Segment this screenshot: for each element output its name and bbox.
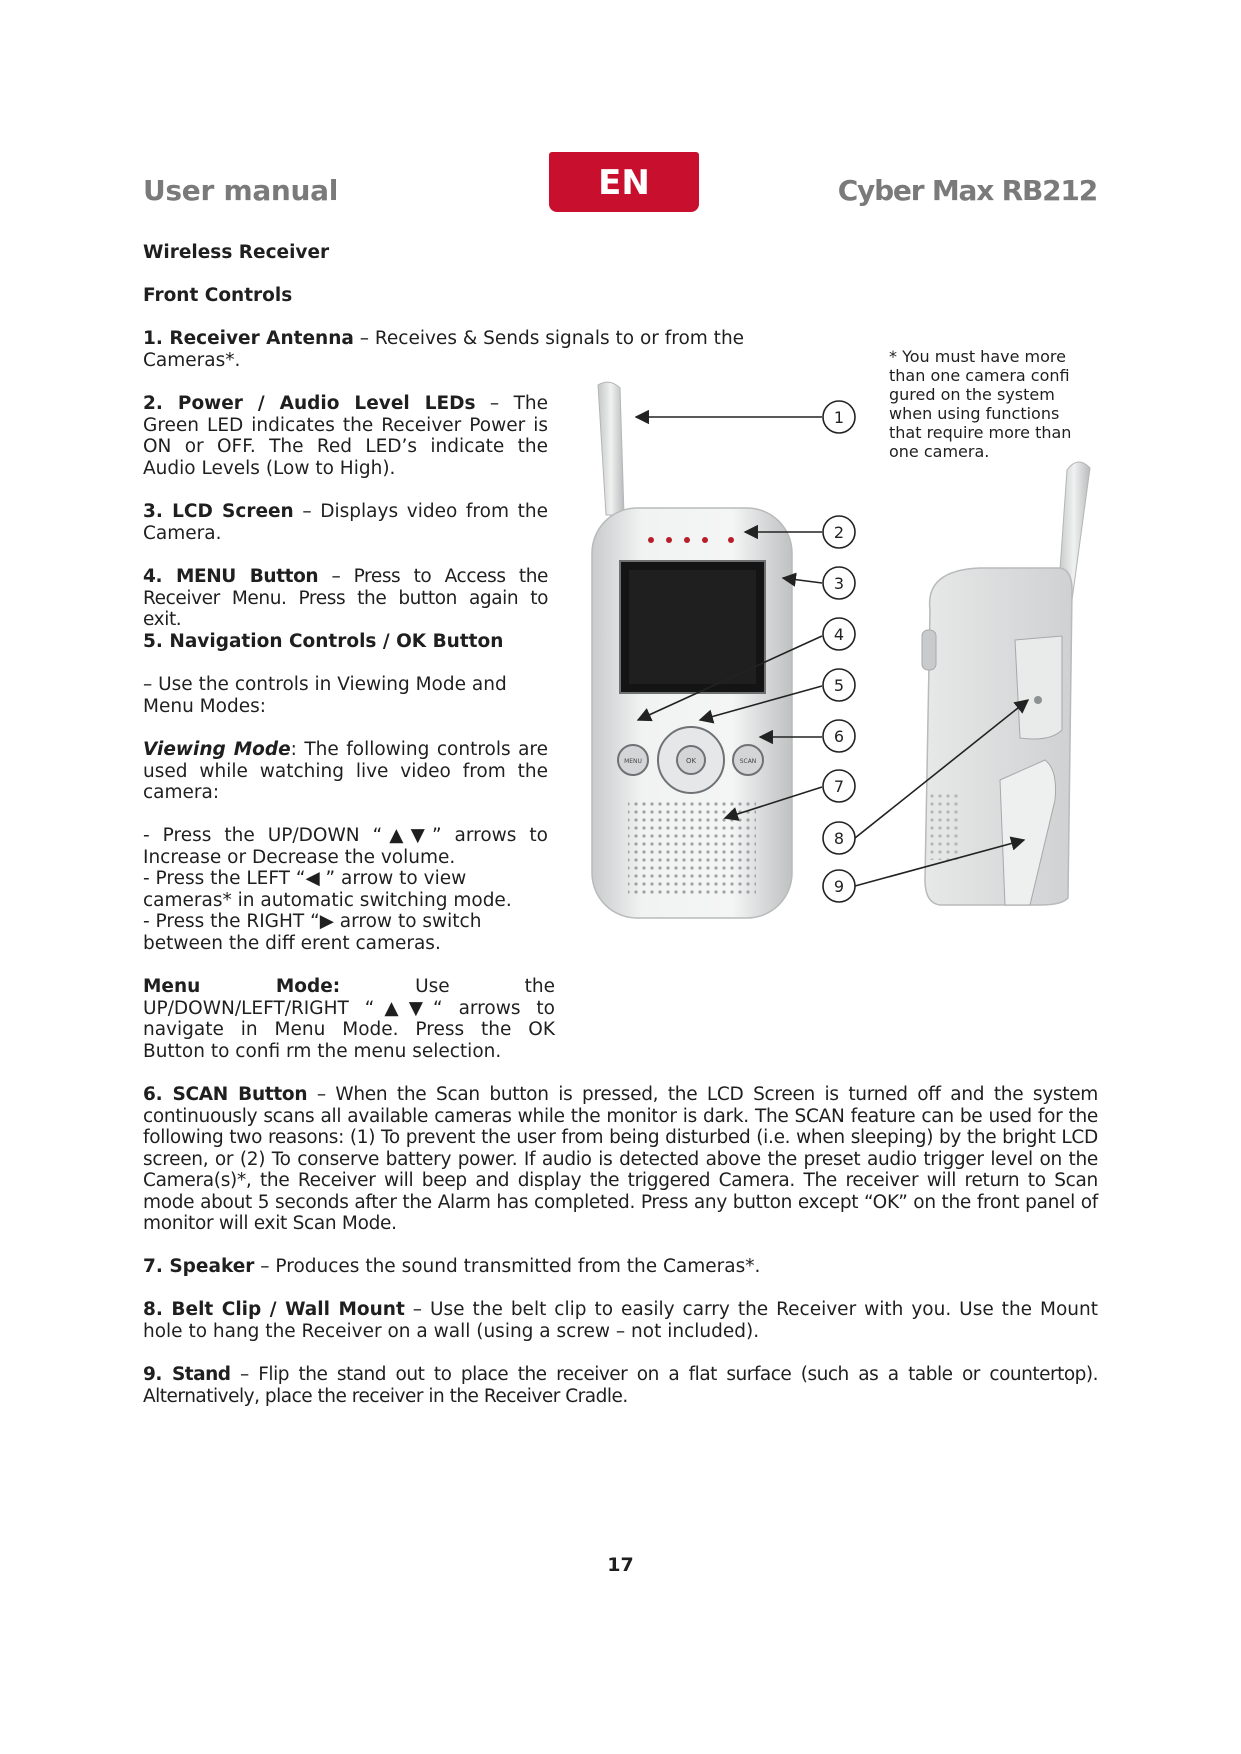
item-6-text: – When the Scan button is pressed, the LCD Screen is turned off and the system continuously scans all available cameras while the monitor is dark. The SCAN feature can be used for the following two reasons: (1) To prevent the user from being disturbed (i.e. when sleeping) by the bright LCD screen, or (2) To conserve battery power. If audio is detected above the preset audio trigger level on the Camera(s)*, the Receiver will beep and display the triggered Camera. The receiver will return to Scan mode about 5 seconds after the Alarm has completed. Press any button except “OK” on the front panel of monitor will exit Scan Mode. xyxy=(143,1084,1098,1234)
scan-button-label: SCAN xyxy=(739,758,757,765)
callout-markers xyxy=(823,401,855,902)
antenna-front xyxy=(598,382,624,515)
language-badge: EN xyxy=(549,152,699,212)
callout-8-label: 8 xyxy=(833,829,845,848)
viewing-mode-text: : The following controls are used while watching live video from the camera: xyxy=(143,739,549,803)
item-4-paragraph xyxy=(143,566,548,631)
callout-9-label: 9 xyxy=(833,877,845,896)
menu-mode-text: Use the UP/DOWN/LEFT/RIGHT “▲▼“ arrows to navigate in Menu Mode. Press the OK Button to confi rm the menu selection. xyxy=(143,976,556,1062)
menu-button-label: MENU xyxy=(624,758,642,765)
item-3-title: 3. LCD Screen xyxy=(143,501,294,522)
subsection-title: Front Controls xyxy=(143,285,293,306)
viewing-bullet-2: - Press the LEFT “◀ ” arrow to view cameras* in automatic switching mode. xyxy=(143,868,512,911)
item-5-title: 5. Navigation Controls / OK Button xyxy=(143,631,504,652)
receiver-side-view xyxy=(922,462,1090,905)
item-1-paragraph xyxy=(143,328,823,371)
item-6-paragraph xyxy=(143,1084,1098,1235)
header-left-title: User manual xyxy=(143,174,339,207)
viewing-mode-paragraph xyxy=(143,739,548,804)
item-1-text: – Receives & Sends signals to or from the Cameras*. xyxy=(143,328,745,371)
callout-4-label: 4 xyxy=(833,625,845,644)
item-2-text: – The Green LED indicates the Receiver Power is ON or OFF. The Red LED’s indicate the Audio Levels (Low to High). xyxy=(143,393,548,479)
section-title: Wireless Receiver xyxy=(143,242,330,263)
callout-2-label: 2 xyxy=(833,523,845,542)
item-7-text: – Produces the sound transmitted from the Cameras*. xyxy=(254,1256,761,1277)
side-switch xyxy=(922,630,936,670)
item-5-text: – Use the controls in Viewing Mode and Menu Modes: xyxy=(143,674,507,717)
item-9-text: – Flip the stand out to place the receiver on a flat surface (such as a table or countertop). Alternatively, place the receiver in the Receiver Cradle. xyxy=(143,1364,1098,1407)
belt-clip xyxy=(1015,636,1062,739)
viewing-bullet-1: - Press the UP/DOWN “▲▼” arrows to Increase or Decrease the volume. xyxy=(143,825,548,868)
item-4-title: 4. MENU Button xyxy=(143,566,319,587)
menu-mode-paragraph xyxy=(143,976,555,1062)
receiver-figure xyxy=(580,370,1100,930)
callout-1-label: 1 xyxy=(833,408,845,427)
callout-3-label: 3 xyxy=(833,574,845,593)
ok-button-label: OK xyxy=(685,757,697,765)
item-8-title: 8. Belt Clip / Wall Mount xyxy=(143,1299,405,1320)
callout-6-label: 6 xyxy=(833,727,845,746)
item-2-paragraph xyxy=(143,393,548,479)
receiver-front-view xyxy=(592,382,792,918)
item-9-paragraph xyxy=(143,1364,1098,1407)
item-7-title: 7. Speaker xyxy=(143,1256,255,1277)
item-7-paragraph xyxy=(143,1256,1098,1278)
item-6-title: 6. SCAN Button xyxy=(143,1084,308,1105)
item-8-text: – Use the belt clip to easily carry the Receiver with you. Use the Mount hole to hang the Receiver on a wall (using a screw – not included). xyxy=(143,1299,1098,1342)
item-9-title: 9. Stand xyxy=(143,1364,231,1385)
item-1-title: 1. Receiver Antenna xyxy=(143,328,354,349)
item-3-paragraph xyxy=(143,501,548,544)
viewing-mode-title: Viewing Mode xyxy=(143,739,291,760)
item-3-text: – Displays video from the Camera. xyxy=(143,501,548,544)
camera-footnote: * You must have more than one camera confi gured on the system when using functions that require more than one camera. xyxy=(889,347,1072,461)
menu-mode-title: Menu Mode: xyxy=(143,976,341,997)
item-4-text: – Press to Access the Receiver Menu. Press the button again to exit. xyxy=(143,566,549,630)
viewing-bullet-3: - Press the RIGHT “▶ arrow to switch between the diff erent cameras. xyxy=(143,911,482,954)
item-8-paragraph xyxy=(143,1299,1098,1342)
lcd-screen-inner xyxy=(629,570,756,684)
callout-7-label: 7 xyxy=(833,777,845,796)
header-product-name: Cyber Max RB212 xyxy=(837,174,1097,207)
callout-5-label: 5 xyxy=(833,676,845,695)
mount-hole xyxy=(1034,696,1042,704)
page-number: 17 xyxy=(607,1554,634,1576)
side-vent xyxy=(930,790,960,860)
item-2-title: 2. Power / Audio Level LEDs xyxy=(143,393,476,414)
